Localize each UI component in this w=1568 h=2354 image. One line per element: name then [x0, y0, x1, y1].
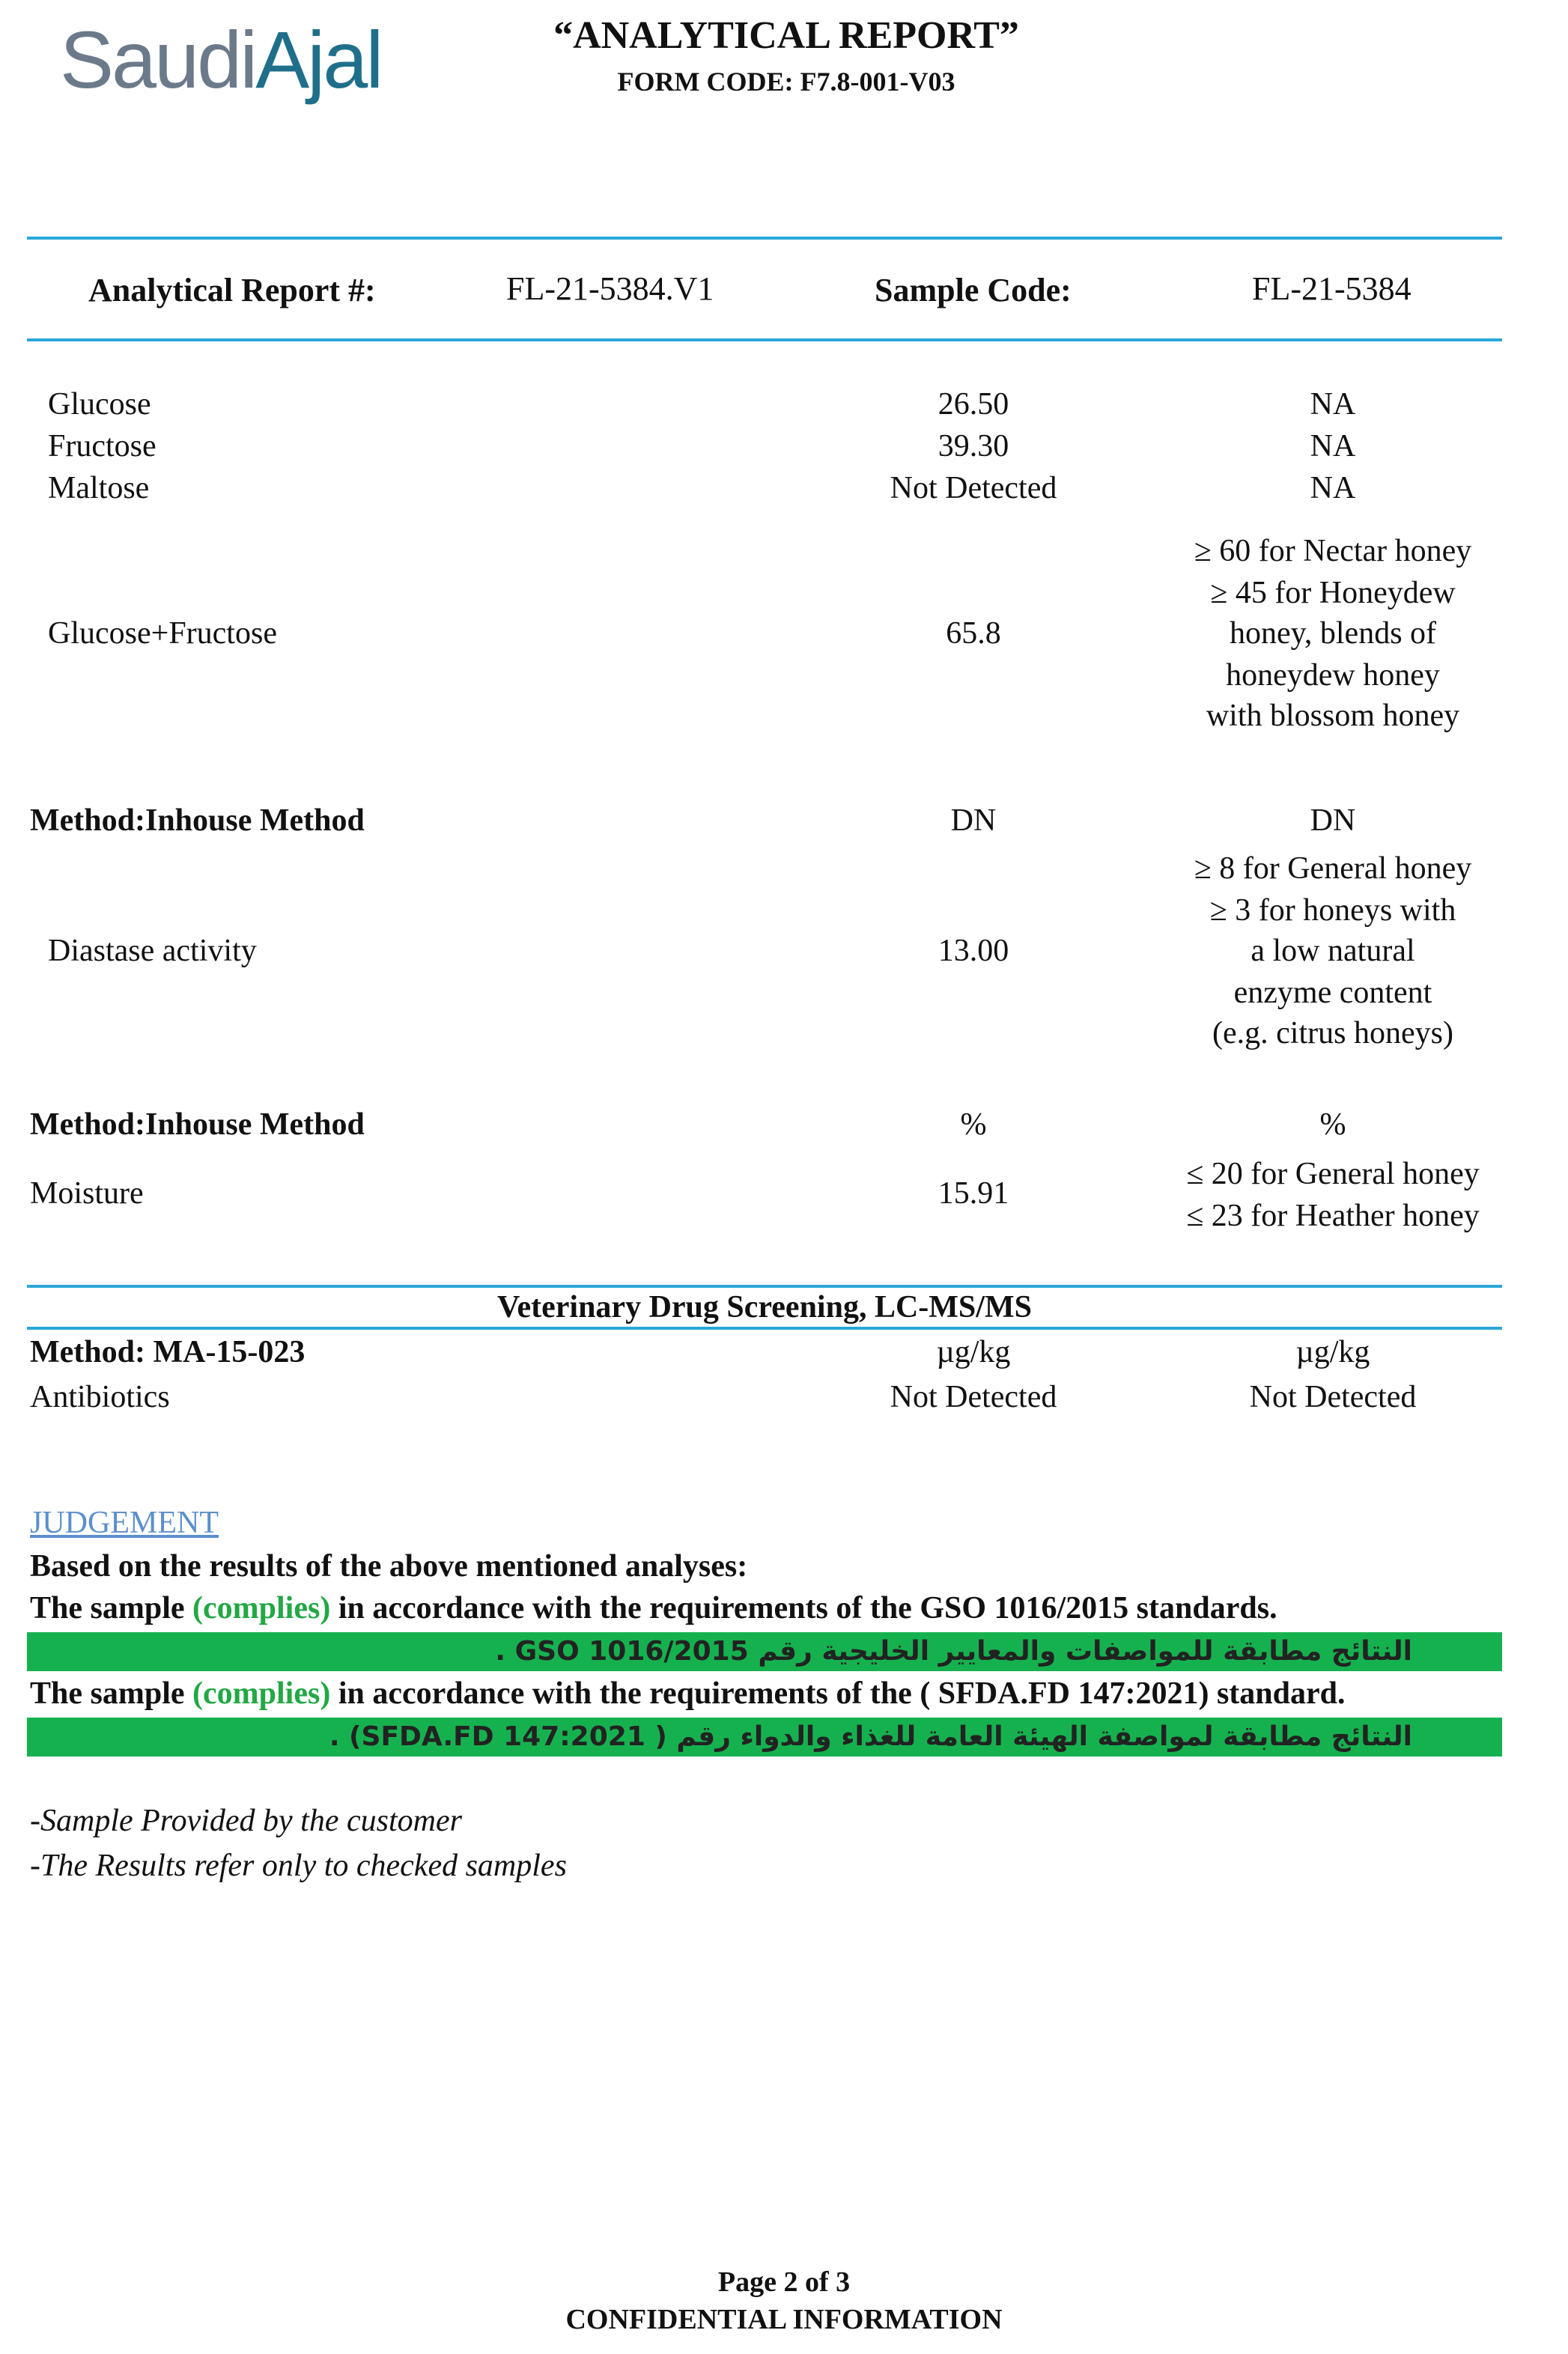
method-moisture: Method:Inhouse Method — [30, 1107, 365, 1142]
result-fructose: 39.30 — [938, 429, 1009, 463]
result-glucose: 26.50 — [938, 387, 1009, 422]
analyte-moisture: Moisture — [30, 1176, 144, 1211]
limit-diastase-line: (e.g. citrus honeys) — [1212, 1016, 1453, 1050]
divider-info — [27, 338, 1502, 341]
complies-badge: (complies) — [192, 1591, 331, 1625]
result-glucose-fructose: 65.8 — [946, 616, 1001, 651]
method-vet-drug: Method: MA-15-023 — [30, 1335, 306, 1369]
divider-top — [27, 237, 1502, 240]
judgement-text: The sample — [30, 1591, 193, 1625]
note-results-refer: -The Results refer only to checked samples — [30, 1849, 567, 1883]
arabic-text-sfda: النتائج مطابقة لمواصفة الهيئة العامة للغذاء والدواء رقم ( SFDA.FD 147:2021) . — [329, 1721, 1412, 1752]
logo-saudi-text: Saudi — [60, 14, 256, 105]
analyte-fructose: Fructose — [48, 429, 157, 463]
limit-maltose: NA — [1310, 471, 1356, 505]
judgement-line-sfda — [30, 1673, 1346, 1715]
company-logo — [60, 7, 449, 112]
arabic-bar-sfda — [27, 1718, 1502, 1757]
complies-badge: (complies) — [192, 1676, 331, 1711]
analyte-maltose: Maltose — [48, 471, 150, 505]
limit-antibiotics: Not Detected — [1249, 1380, 1417, 1414]
limit-gf-line: ≥ 45 for Honeydew — [1210, 576, 1456, 610]
limit-diastase-line: ≥ 3 for honeys with — [1209, 893, 1456, 928]
result-maltose: Not Detected — [890, 471, 1057, 505]
report-number-value: FL-21-5384.V1 — [506, 270, 714, 307]
unit-vet-result: µg/kg — [936, 1335, 1011, 1369]
judgement-text: in accordance with the requirements of the GSO 1016/2015 standards. — [330, 1591, 1277, 1625]
page-number: Page 2 of 3 — [717, 2266, 851, 2298]
limit-gf-line: with blossom honey — [1206, 699, 1460, 733]
sample-code-label: Sample Code: — [875, 272, 1072, 308]
logo-ajal-text: Ajal — [255, 14, 382, 105]
result-antibiotics: Not Detected — [890, 1380, 1057, 1414]
note-sample-provided: -Sample Provided by the customer — [30, 1804, 462, 1838]
limit-diastase-line: enzyme content — [1233, 976, 1432, 1010]
result-moisture: 15.91 — [938, 1176, 1009, 1211]
analyte-diastase: Diastase activity — [48, 934, 257, 968]
analyte-antibiotics: Antibiotics — [30, 1380, 170, 1414]
divider-vet-bottom — [27, 1327, 1502, 1330]
analyte-glucose: Glucose — [48, 387, 151, 422]
confidential-label: CONFIDENTIAL INFORMATION — [565, 2304, 1003, 2335]
unit-moisture-limit: % — [1319, 1107, 1346, 1142]
limit-moisture-line: ≤ 20 for General honey — [1186, 1157, 1480, 1191]
unit-vet-limit: µg/kg — [1295, 1335, 1370, 1369]
sample-code-value: FL-21-5384 — [1252, 270, 1411, 307]
judgement-text: The sample — [30, 1676, 193, 1711]
unit-diastase-result: DN — [950, 803, 997, 838]
unit-diastase-limit: DN — [1310, 803, 1356, 838]
limit-moisture-line: ≤ 23 for Heather honey — [1186, 1199, 1480, 1233]
report-number-label: Analytical Report #: — [88, 272, 376, 308]
limit-glucose: NA — [1310, 387, 1356, 422]
judgement-line-gso — [30, 1587, 1277, 1629]
result-diastase: 13.00 — [938, 934, 1009, 968]
method-diastase: Method:Inhouse Method — [30, 803, 365, 838]
section-title-vet-drug: Veterinary Drug Screening, LC-MS/MS — [497, 1290, 1032, 1324]
judgement-text: in accordance with the requirements of the ( SFDA.FD 147:2021) standard. — [330, 1676, 1346, 1711]
limit-diastase-line: ≥ 8 for General honey — [1194, 851, 1472, 886]
report-title: “ANALYTICAL REPORT” — [553, 14, 1019, 57]
limit-gf-line: honeydew honey — [1226, 658, 1440, 693]
limit-diastase-line: a low natural — [1251, 934, 1415, 968]
arabic-text-gso: النتائج مطابقة للمواصفات والمعايير الخليجية رقم GSO 1016/2015 . — [495, 1636, 1412, 1667]
limit-gf-line: honey, blends of — [1229, 616, 1437, 651]
unit-moisture-result: % — [960, 1107, 987, 1142]
limit-fructose: NA — [1310, 429, 1356, 463]
judgement-intro: Based on the results of the above mentioned analyses: — [30, 1549, 748, 1584]
form-code: FORM CODE: F7.8-001-V03 — [617, 67, 955, 97]
judgement-heading: JUDGEMENT — [30, 1506, 219, 1540]
arabic-bar-gso — [27, 1632, 1502, 1671]
limit-gf-line: ≥ 60 for Nectar honey — [1194, 534, 1472, 568]
analyte-glucose-fructose: Glucose+Fructose — [48, 616, 277, 651]
